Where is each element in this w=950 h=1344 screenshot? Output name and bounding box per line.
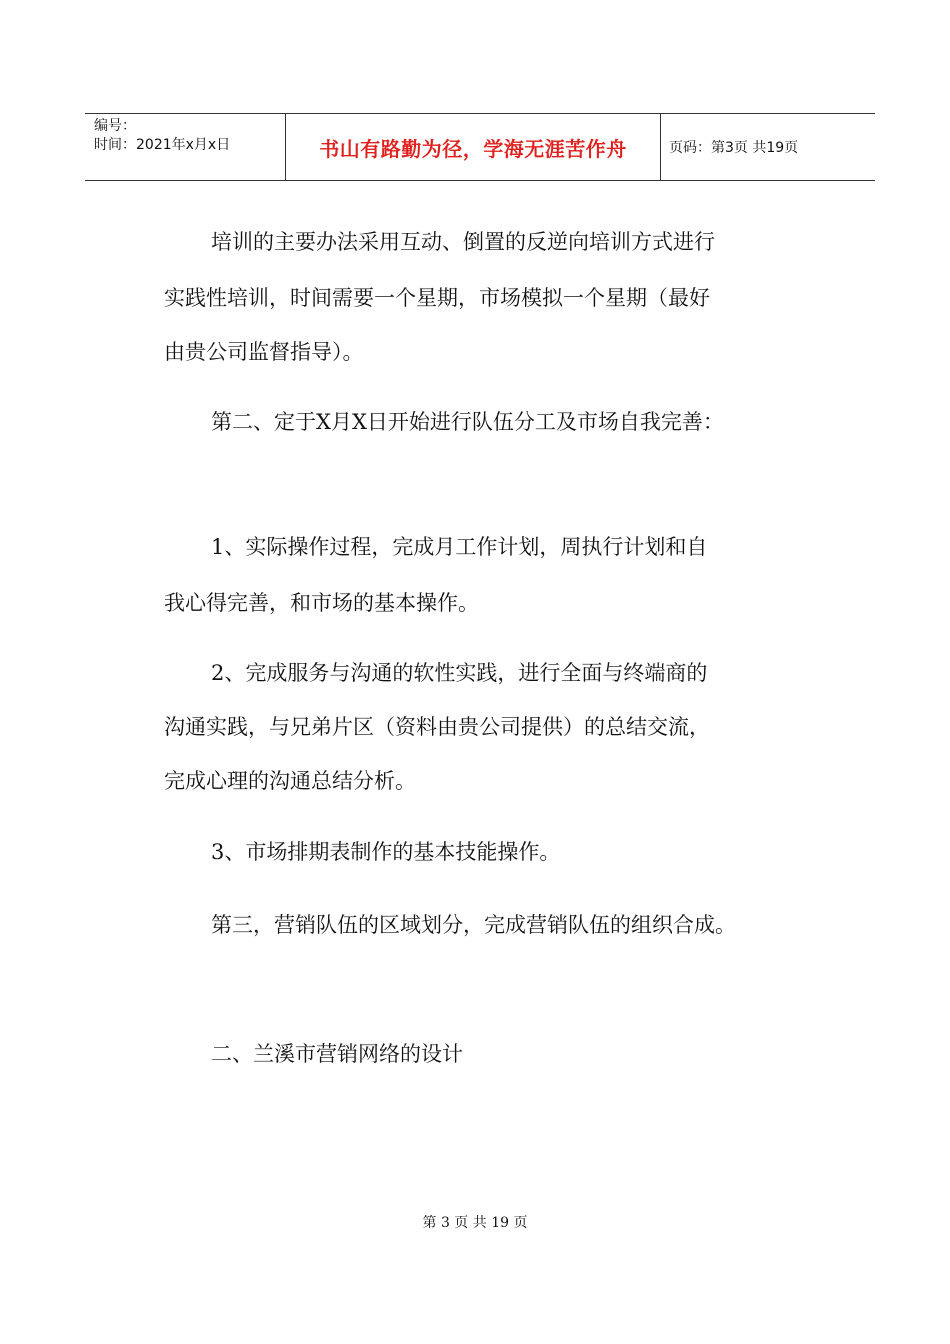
body-line: 完成心理的沟通总结分析。 [164,769,416,793]
body-line: 培训的主要办法采用互动、倒置的反逆向培训方式进行 [211,230,715,254]
header-page-info: 页码：第3页 共19页 [669,140,799,156]
body-line: 由贵公司监督指导）。 [164,340,364,364]
body-line: 第三，营销队伍的区域划分，完成营销队伍的组织合成。 [211,913,736,937]
body-line: 3、市场排期表制作的基本技能操作。 [211,840,561,864]
document-number-label: 编号： [94,118,136,134]
body-line: 第二、定于X月X日开始进行队伍分工及市场自我完善： [211,410,724,434]
body-line: 2、完成服务与沟通的软性实践，进行全面与终端商的 [211,661,708,685]
header-page-cell [659,114,875,180]
section-heading: 二、兰溪市营销网络的设计 [211,1042,463,1066]
body-line: 1、实际操作过程，完成月工作计划，周执行计划和自 [211,535,708,559]
header-meta-cell [85,114,285,180]
document-date: 时间：2021年x月x日 [94,137,231,153]
page-header [85,113,875,181]
body-line: 沟通实践，与兄弟片区（资料由贵公司提供）的总结交流， [164,715,710,739]
body-line: 实践性培训，时间需要一个星期，市场模拟一个星期（最好 [164,286,710,310]
page-footer: 第 3 页 共 19 页 [422,1215,528,1231]
body-line: 我心得完善，和市场的基本操作。 [164,591,479,615]
header-motto: 书山有路勤为径，学海无涯苦作舟 [319,136,627,161]
header-motto-cell [285,114,661,180]
